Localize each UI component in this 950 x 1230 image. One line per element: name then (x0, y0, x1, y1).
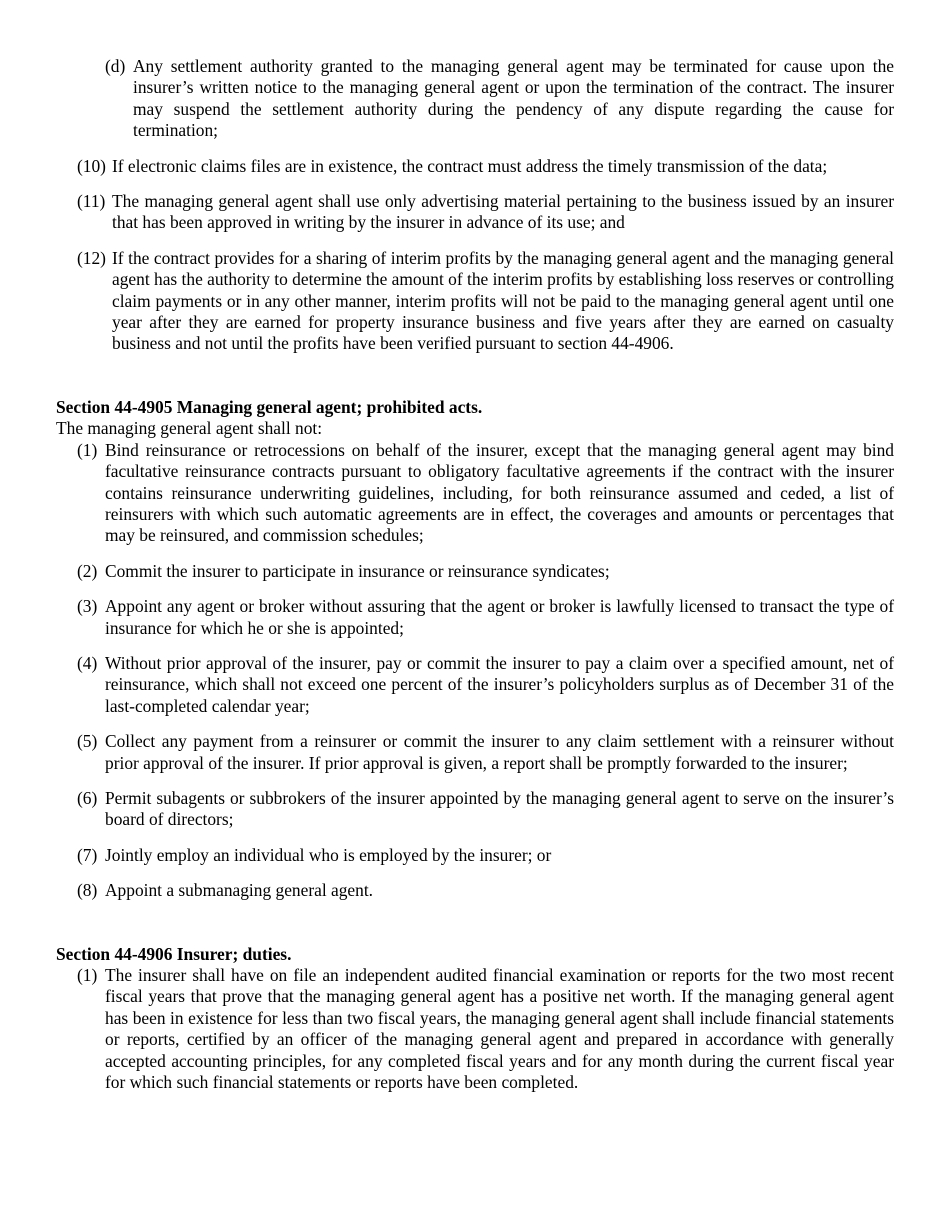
section-heading-4906: Section 44-4906 Insurer; duties. (56, 943, 292, 964)
list-item-5 (77, 731, 894, 774)
list-item-text: If the contract provides for a sharing of interim profits by the managing general agent and the managing general agent has the authority to determine the amount of the interim profits by establishing loss reserves or controlling claim payments or in any other manner, interim profits will not be paid to the managing general agent until one year after they are earned for property insurance business and five years after they are earned on casualty business and not until the profits have been verified pursuant to section 44-4906. (112, 247, 894, 354)
list-marker: (4) (77, 652, 98, 673)
list-marker: (11) (77, 191, 106, 212)
list-item-text: Bind reinsurance or retrocessions on behalf of the insurer, except that the managing general agent may bind facultative reinsurance contracts pursuant to obligatory facultative agreements if the contract with the insurer contains reinsurance underwriting guidelines, including, for both reinsurance assumed and ceded, a list of reinsurers with which such automatic agreements are in effect, the coverages and amounts or percentages that may be reinsured, and commission schedules; (105, 439, 894, 546)
list-item-text: Permit subagents or subbrokers of the insurer appointed by the managing general agent to serve on the insurer’s board of directors; (105, 787, 894, 830)
list-marker: (10) (77, 155, 106, 176)
list-item-6 (77, 788, 894, 831)
list-item-text: The managing general agent shall use only advertising material pertaining to the business issued by an insurer that has been approved in writing by the insurer in advance of its use; and (112, 191, 894, 233)
list-item-text: The insurer shall have on file an independent audited financial examination or reports for the two most recent fiscal years that prove that the managing general agent has a positive net worth. If the managing general agent has been in existence for less than two fiscal years, the managing general agent shall include financial statements or reports, certified by an officer of the managing general agent and prepared in accordance with generally accepted accounting principles, for any completed fiscal years and for any month during the current fiscal year for which such financial statements or reports have been completed. (105, 965, 894, 1093)
list-item-text: Commit the insurer to participate in insurance or reinsurance syndicates; (105, 560, 610, 581)
list-item-d (105, 56, 894, 142)
list-item-text: Without prior approval of the insurer, pay or commit the insurer to pay a claim over a specified amount, net of reinsurance, which shall not exceed one percent of the insurer’s policyholders surplus as of December 31 of the last-completed calendar year; (105, 652, 894, 716)
list-item-4 (77, 653, 894, 717)
list-item-1 (77, 965, 894, 1093)
document-page (56, 56, 894, 1093)
list-item-7 (77, 845, 894, 866)
section-heading-4905: Section 44-4905 Managing general agent; prohibited acts. (56, 396, 483, 417)
section-intro: The managing general agent shall not: (56, 418, 323, 439)
list-item-3 (77, 596, 894, 639)
list-marker: (12) (77, 247, 106, 268)
list-item-10 (77, 156, 894, 177)
list-marker: (7) (77, 844, 98, 865)
list-marker: (3) (77, 596, 98, 617)
list-item-12 (77, 248, 894, 355)
list-marker: (8) (77, 880, 98, 901)
list-item-text: Appoint any agent or broker without assuring that the agent or broker is lawfully licensed to transact the type of insurance for which he or she is appointed; (105, 596, 894, 638)
list-item-text: Collect any payment from a reinsurer or commit the insurer to any claim settlement with a reinsurer without prior approval of the insurer. If prior approval is given, a report shall be promptly forwarded to the insurer; (105, 731, 894, 773)
list-item-11 (77, 191, 894, 234)
list-item-2 (77, 561, 894, 582)
list-marker: (1) (77, 965, 98, 985)
list-marker: (d) (105, 56, 126, 76)
list-marker: (1) (77, 439, 98, 460)
list-item-text: If electronic claims files are in existence, the contract must address the timely transmission of the data; (112, 155, 828, 176)
list-item-1 (77, 440, 894, 547)
list-marker: (5) (77, 731, 98, 752)
list-marker: (6) (77, 787, 98, 808)
list-item-text: Jointly employ an individual who is employed by the insurer; or (105, 844, 552, 865)
list-item-8 (77, 880, 894, 901)
list-marker: (2) (77, 560, 98, 581)
list-item-text: Any settlement authority granted to the managing general agent may be terminated for cause upon the insurer’s written notice to the managing general agent or upon the termination of the contract. The insurer may suspend the settlement authority during the pendency of any dispute regarding the cause for termination; (133, 56, 894, 141)
list-item-text: Appoint a submanaging general agent. (105, 880, 374, 901)
